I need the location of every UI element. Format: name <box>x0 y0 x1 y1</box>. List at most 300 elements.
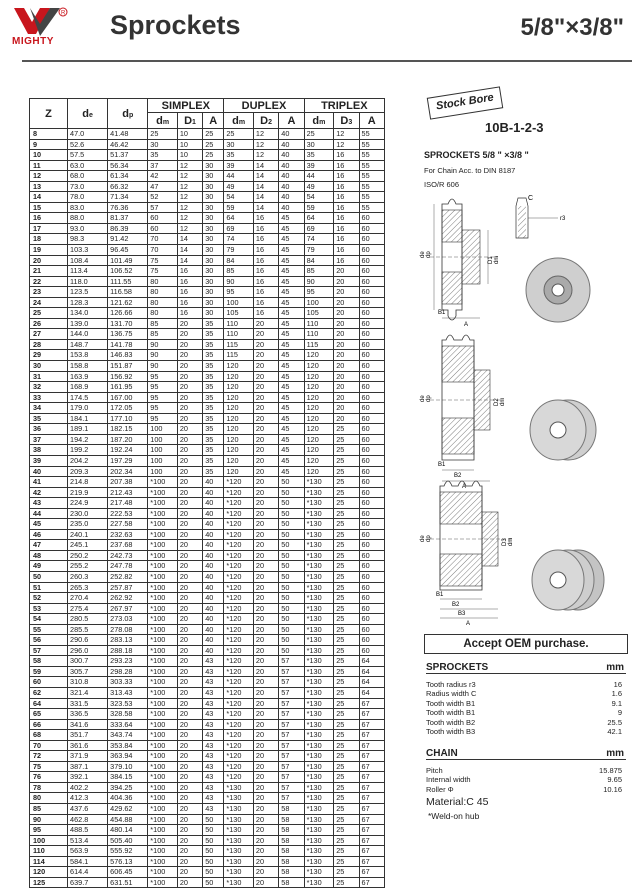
table-cell: 120 <box>304 434 334 445</box>
table-cell: 43 <box>203 772 224 783</box>
table-cell: 20 <box>177 445 202 456</box>
table-cell: *130 <box>304 846 334 857</box>
table-cell: *130 <box>304 645 334 656</box>
table-row <box>30 772 385 783</box>
table-cell: 222.53 <box>108 508 148 519</box>
table-cell: *130 <box>224 867 254 878</box>
table-row <box>30 266 385 277</box>
table-cell: 179.0 <box>68 403 108 414</box>
table-row <box>30 730 385 741</box>
table-cell: 20 <box>177 645 202 656</box>
cell-z: 66 <box>30 719 68 730</box>
table-row <box>30 635 385 646</box>
table-cell: 16 <box>334 181 359 192</box>
spec-value: 9 <box>617 708 622 718</box>
table-cell: 255.2 <box>68 561 108 572</box>
label-de-2: de <box>420 395 426 402</box>
sprockets-spec-title: SPROCKETS 5/8 " ×3/8 " <box>424 150 529 160</box>
table-cell: 83.0 <box>68 202 108 213</box>
table-cell: 60 <box>359 297 384 308</box>
table-row <box>30 434 385 445</box>
table-cell: 25 <box>334 687 359 698</box>
table-cell: 131.70 <box>108 318 148 329</box>
table-cell: 45 <box>279 223 304 234</box>
table-cell: 16 <box>253 234 278 245</box>
table-cell: 30 <box>203 297 224 308</box>
table-cell: 60 <box>359 329 384 340</box>
table-cell: 60 <box>359 223 384 234</box>
table-cell: 20 <box>253 413 278 424</box>
table-cell: 120 <box>224 466 254 477</box>
table-cell: 25 <box>334 761 359 772</box>
table-cell: 25 <box>334 814 359 825</box>
table-cell: 25 <box>334 445 359 456</box>
table-cell: 120 <box>224 413 254 424</box>
table-cell: 20 <box>177 709 202 720</box>
table-cell: 55 <box>359 150 384 161</box>
table-cell: 232.63 <box>108 529 148 540</box>
table-cell: 20 <box>253 635 278 646</box>
table-cell: 14 <box>177 234 202 245</box>
table-row <box>30 361 385 372</box>
table-cell: 60 <box>359 413 384 424</box>
table-row <box>30 487 385 498</box>
table-cell: 14 <box>177 255 202 266</box>
table-cell: 67 <box>359 730 384 741</box>
table-cell: 35 <box>203 382 224 393</box>
table-cell: 20 <box>253 687 278 698</box>
table-cell: 60 <box>359 287 384 298</box>
table-cell: *120 <box>224 498 254 509</box>
table-cell: *100 <box>148 698 178 709</box>
cell-z: 47 <box>30 540 68 551</box>
table-cell: 57 <box>279 677 304 688</box>
table-cell: 61.34 <box>108 171 148 182</box>
table-cell: 283.13 <box>108 635 148 646</box>
table-cell: 88.0 <box>68 213 108 224</box>
table-cell: 20 <box>177 698 202 709</box>
table-cell: 20 <box>334 382 359 393</box>
table-cell: 310.8 <box>68 677 108 688</box>
table-cell: 67 <box>359 825 384 836</box>
table-cell: 50 <box>279 519 304 530</box>
table-cell: 43 <box>203 719 224 730</box>
table-cell: 113.4 <box>68 266 108 277</box>
table-row <box>30 656 385 667</box>
table-cell: 25 <box>334 624 359 635</box>
table-cell: 121.62 <box>108 297 148 308</box>
spec-label: Tooth width B3 <box>426 726 476 736</box>
table-cell: 43 <box>203 709 224 720</box>
table-cell: 30 <box>203 202 224 213</box>
table-cell: 20 <box>253 740 278 751</box>
table-cell: 30 <box>203 223 224 234</box>
table-cell: 120 <box>224 455 254 466</box>
table-cell: 67 <box>359 814 384 825</box>
cell-z: 60 <box>30 677 68 688</box>
table-cell: 392.1 <box>68 772 108 783</box>
table-cell: 60 <box>359 624 384 635</box>
table-row <box>30 287 385 298</box>
table-cell: 44 <box>304 171 334 182</box>
table-cell: 106.52 <box>108 266 148 277</box>
table-cell: *100 <box>148 666 178 677</box>
table-cell: 67 <box>359 719 384 730</box>
table-cell: 40 <box>203 624 224 635</box>
cell-z: 28 <box>30 339 68 350</box>
table-cell: 60 <box>148 223 178 234</box>
table-cell: 115 <box>304 339 334 350</box>
table-cell: 40 <box>203 645 224 656</box>
table-cell: 57 <box>279 772 304 783</box>
table-cell: 35 <box>203 445 224 456</box>
table-cell: *130 <box>304 529 334 540</box>
table-cell: 60 <box>359 213 384 224</box>
table-cell: 20 <box>253 529 278 540</box>
col-d2: D2 <box>253 113 278 129</box>
table-cell: 224.9 <box>68 498 108 509</box>
table-cell: 10 <box>177 150 202 161</box>
table-cell: 25 <box>334 561 359 572</box>
table-cell: *120 <box>224 698 254 709</box>
table-cell: *120 <box>224 719 254 730</box>
table-row <box>30 329 385 340</box>
table-cell: 95 <box>224 287 254 298</box>
table-cell: 20 <box>253 318 278 329</box>
cell-z: 9 <box>30 139 68 150</box>
table-cell: 80 <box>148 297 178 308</box>
table-cell: *130 <box>224 856 254 867</box>
table-cell: 95 <box>148 392 178 403</box>
table-cell: *100 <box>148 540 178 551</box>
table-cell: 45 <box>279 245 304 256</box>
table-cell: 55 <box>359 129 384 140</box>
table-cell: 60 <box>359 424 384 435</box>
table-cell: 20 <box>253 382 278 393</box>
table-row <box>30 139 385 150</box>
table-cell: 67 <box>359 772 384 783</box>
table-cell: 437.6 <box>68 804 108 815</box>
table-cell: 57 <box>279 751 304 762</box>
table-cell: *100 <box>148 793 178 804</box>
triplex-sprocket-image <box>532 550 604 610</box>
table-cell: 20 <box>177 761 202 772</box>
table-cell: 313.43 <box>108 687 148 698</box>
table-cell: *120 <box>224 603 254 614</box>
table-cell: 45 <box>279 361 304 372</box>
cell-z: 31 <box>30 371 68 382</box>
cell-z: 53 <box>30 603 68 614</box>
table-cell: 14 <box>177 245 202 256</box>
table-cell: 192.24 <box>108 445 148 456</box>
table-cell: 20 <box>177 856 202 867</box>
table-cell: *130 <box>304 550 334 561</box>
table-cell: 60 <box>359 392 384 403</box>
table-cell: 14 <box>253 171 278 182</box>
table-cell: 85 <box>148 329 178 340</box>
table-cell: 49 <box>304 181 334 192</box>
table-cell: 148.7 <box>68 339 108 350</box>
cell-z: 12 <box>30 171 68 182</box>
table-cell: 20 <box>177 782 202 793</box>
table-cell: 120 <box>224 403 254 414</box>
table-cell: 242.73 <box>108 550 148 561</box>
table-cell: 30 <box>203 308 224 319</box>
cell-z: 76 <box>30 772 68 783</box>
table-cell: 20 <box>177 382 202 393</box>
table-cell: 20 <box>177 434 202 445</box>
table-cell: 20 <box>177 477 202 488</box>
table-cell: 50 <box>279 582 304 593</box>
table-cell: 20 <box>253 540 278 551</box>
col-dp: dp <box>108 99 148 129</box>
label-a-2: A <box>462 484 467 490</box>
table-cell: 43 <box>203 751 224 762</box>
oem-banner: Accept OEM purchase. <box>424 634 628 654</box>
table-cell: 20 <box>253 804 278 815</box>
table-cell: 35 <box>304 150 334 161</box>
table-cell: 90 <box>304 276 334 287</box>
table-cell: 60 <box>359 645 384 656</box>
table-cell: *100 <box>148 582 178 593</box>
table-cell: *120 <box>224 487 254 498</box>
table-cell: *130 <box>304 751 334 762</box>
table-cell: 20 <box>253 550 278 561</box>
table-cell: 25 <box>334 698 359 709</box>
table-cell: *130 <box>224 846 254 857</box>
table-cell: 25 <box>334 751 359 762</box>
table-cell: 25 <box>334 656 359 667</box>
table-cell: 35 <box>203 403 224 414</box>
table-cell: *120 <box>224 645 254 656</box>
table-cell: 12 <box>177 202 202 213</box>
table-cell: 50 <box>279 635 304 646</box>
table-cell: *100 <box>148 477 178 488</box>
table-cell: 60 <box>359 434 384 445</box>
table-cell: 20 <box>253 835 278 846</box>
col-d1: D1 <box>177 113 202 129</box>
table-cell: 100 <box>148 445 178 456</box>
table-cell: 75 <box>148 266 178 277</box>
table-row <box>30 793 385 804</box>
table-cell: 30 <box>304 139 334 150</box>
spec-value: 9.65 <box>607 775 622 785</box>
table-cell: 30 <box>203 181 224 192</box>
iso-standard: ISO/R 606 <box>424 180 460 189</box>
table-cell: 194.2 <box>68 434 108 445</box>
spec-label: Tooth width B1 <box>426 698 476 708</box>
table-cell: *130 <box>304 624 334 635</box>
table-cell: 16 <box>177 297 202 308</box>
table-cell: 30 <box>203 213 224 224</box>
table-cell: 35 <box>224 150 254 161</box>
table-row <box>30 666 385 677</box>
table-cell: 20 <box>177 371 202 382</box>
chain-unit: mm <box>606 748 624 759</box>
table-cell: 20 <box>177 392 202 403</box>
table-cell: *130 <box>304 540 334 551</box>
cell-z: 14 <box>30 192 68 203</box>
table-cell: 35 <box>203 339 224 350</box>
table-cell: 12 <box>177 181 202 192</box>
table-cell: 35 <box>203 371 224 382</box>
table-cell: 25 <box>334 477 359 488</box>
table-cell: 25 <box>224 129 254 140</box>
table-cell: 105 <box>224 308 254 319</box>
table-row <box>30 540 385 551</box>
table-row <box>30 614 385 625</box>
cell-z: 41 <box>30 477 68 488</box>
spec-row <box>426 766 626 775</box>
cell-z: 75 <box>30 761 68 772</box>
cell-z: 45 <box>30 519 68 530</box>
table-cell: 199.2 <box>68 445 108 456</box>
table-cell: 40 <box>279 150 304 161</box>
table-cell: 20 <box>177 329 202 340</box>
table-cell: *100 <box>148 561 178 572</box>
table-cell: 20 <box>177 687 202 698</box>
cell-z: 51 <box>30 582 68 593</box>
table-cell: 16 <box>177 276 202 287</box>
cell-z: 100 <box>30 835 68 846</box>
table-row <box>30 709 385 720</box>
table-cell: 25 <box>334 740 359 751</box>
logo-text: MIGHTY <box>12 36 54 47</box>
table-cell: 60 <box>359 255 384 266</box>
table-cell: 25 <box>334 730 359 741</box>
cell-z: 50 <box>30 571 68 582</box>
svg-text:R: R <box>61 10 66 17</box>
table-cell: *120 <box>224 656 254 667</box>
table-cell: 40 <box>279 171 304 182</box>
table-cell: 78.0 <box>68 192 108 203</box>
table-cell: 45 <box>279 371 304 382</box>
table-cell: 45 <box>279 392 304 403</box>
table-cell: 227.58 <box>108 519 148 530</box>
cell-z: 34 <box>30 403 68 414</box>
table-cell: 90 <box>224 276 254 287</box>
table-cell: 513.4 <box>68 835 108 846</box>
table-cell: 20 <box>177 561 202 572</box>
table-cell: 156.92 <box>108 371 148 382</box>
table-cell: 328.58 <box>108 709 148 720</box>
table-cell: 64 <box>304 213 334 224</box>
table-cell: 20 <box>177 614 202 625</box>
table-cell: 20 <box>177 455 202 466</box>
material-note: Material:C 45 <box>426 796 489 808</box>
table-cell: 108.4 <box>68 255 108 266</box>
table-cell: 20 <box>177 350 202 361</box>
table-cell: 60 <box>359 245 384 256</box>
table-cell: 30 <box>148 139 178 150</box>
table-cell: 118.0 <box>68 276 108 287</box>
cell-z: 95 <box>30 825 68 836</box>
table-cell: 60 <box>359 466 384 477</box>
table-cell: 100 <box>224 297 254 308</box>
table-cell: *130 <box>304 571 334 582</box>
table-cell: 25 <box>334 424 359 435</box>
weld-note: *Weld-on hub <box>428 811 480 821</box>
table-cell: 100 <box>148 434 178 445</box>
table-cell: 16 <box>334 245 359 256</box>
table-cell: 95 <box>304 287 334 298</box>
cell-z: 42 <box>30 487 68 498</box>
table-cell: *100 <box>148 519 178 530</box>
table-cell: 25 <box>334 782 359 793</box>
table-cell: 275.4 <box>68 603 108 614</box>
label-dm-2: dm <box>500 397 506 406</box>
table-cell: 16 <box>334 202 359 213</box>
cell-z: 16 <box>30 213 68 224</box>
spec-row <box>426 708 626 717</box>
table-cell: 454.88 <box>108 814 148 825</box>
table-cell: 20 <box>253 498 278 509</box>
table-cell: *120 <box>224 635 254 646</box>
table-cell: 12 <box>253 150 278 161</box>
table-cell: *100 <box>148 593 178 604</box>
table-cell: 60 <box>359 498 384 509</box>
cell-z: 37 <box>30 434 68 445</box>
table-cell: 25 <box>334 846 359 857</box>
label-b3: B3 <box>458 611 466 617</box>
table-cell: *100 <box>148 835 178 846</box>
table-cell: 57 <box>279 709 304 720</box>
table-cell: 25 <box>334 455 359 466</box>
table-cell: 60 <box>359 266 384 277</box>
table-cell: 45 <box>279 308 304 319</box>
table-cell: 45 <box>279 329 304 340</box>
spec-row <box>426 785 626 794</box>
table-cell: 25 <box>334 804 359 815</box>
table-cell: *100 <box>148 751 178 762</box>
label-b1-2: B1 <box>438 462 446 468</box>
table-cell: 71.34 <box>108 192 148 203</box>
table-cell: *120 <box>224 540 254 551</box>
table-row <box>30 877 385 888</box>
table-cell: *120 <box>224 550 254 561</box>
table-cell: 43 <box>203 687 224 698</box>
table-cell: 184.1 <box>68 413 108 424</box>
table-cell: 20 <box>253 371 278 382</box>
table-cell: 47.0 <box>68 129 108 140</box>
label-de: de <box>420 251 426 258</box>
table-cell: *130 <box>304 867 334 878</box>
table-cell: 111.55 <box>108 276 148 287</box>
table-cell: 20 <box>177 571 202 582</box>
table-cell: 189.1 <box>68 424 108 435</box>
table-cell: 16 <box>253 266 278 277</box>
table-cell: 57 <box>279 698 304 709</box>
table-cell: 12 <box>177 171 202 182</box>
table-cell: 12 <box>177 192 202 203</box>
table-cell: *130 <box>304 761 334 772</box>
table-row <box>30 508 385 519</box>
table-cell: 30 <box>203 234 224 245</box>
table-cell: 404.36 <box>108 793 148 804</box>
table-row <box>30 846 385 857</box>
table-cell: 20 <box>177 730 202 741</box>
table-cell: 300.7 <box>68 656 108 667</box>
table-cell: *130 <box>224 825 254 836</box>
table-cell: *130 <box>304 477 334 488</box>
table-cell: *130 <box>224 877 254 888</box>
table-cell: 40 <box>279 181 304 192</box>
table-cell: 20 <box>253 392 278 403</box>
table-row <box>30 571 385 582</box>
table-cell: 25 <box>334 603 359 614</box>
cell-z: 49 <box>30 561 68 572</box>
table-row <box>30 424 385 435</box>
